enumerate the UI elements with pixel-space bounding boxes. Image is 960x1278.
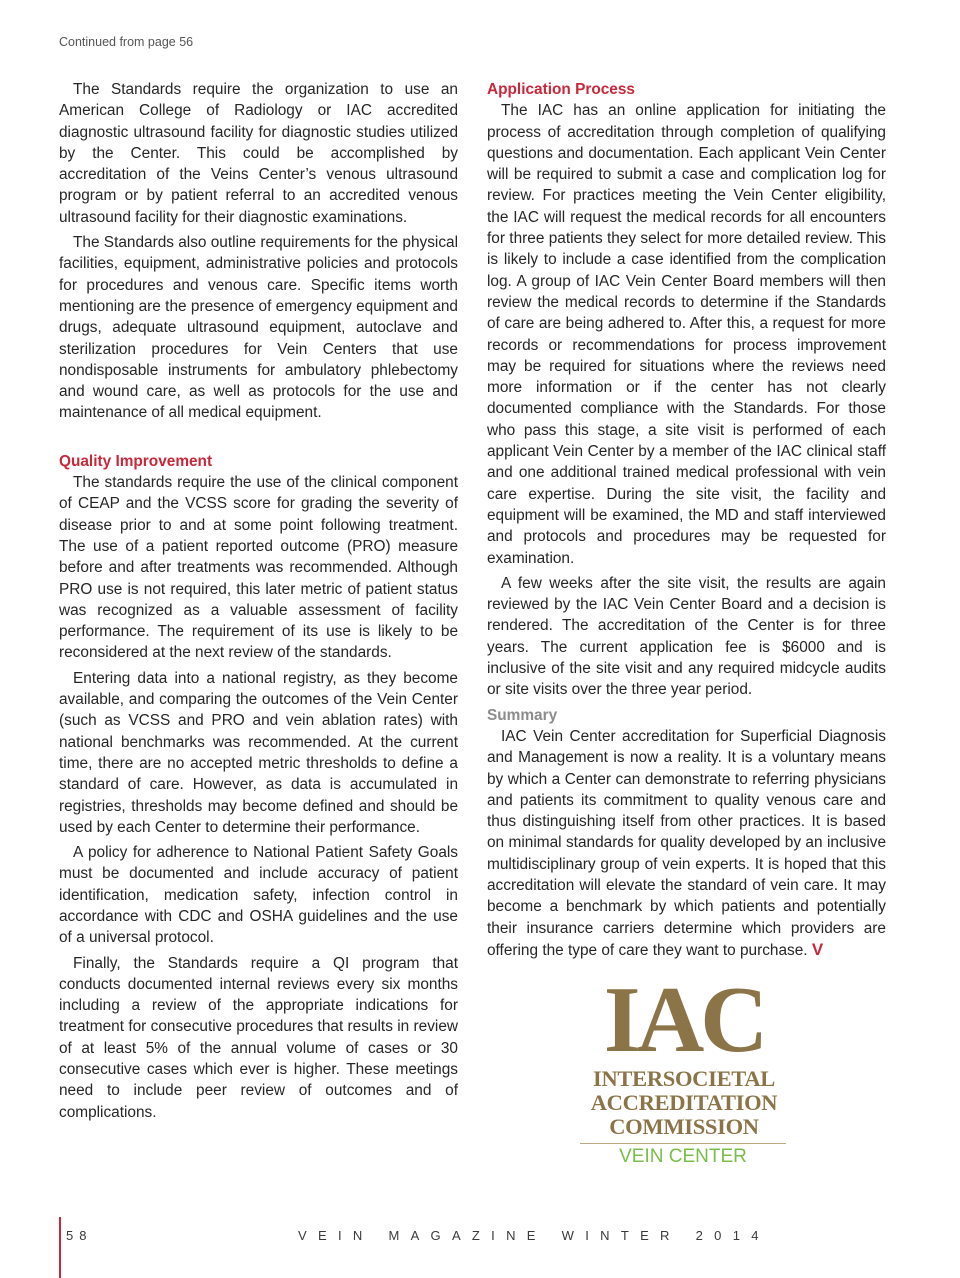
paragraph: The standards require the use of the clinical component of CEAP and the VCSS score for grading the severity of disease prior to and at some point following treatment. The use of a patient reported outcome (PRO) measure before and after treatments was recommended. Although PRO use is not required, this later metric of patient status was recognized as a valuable assessment of facility performance. The requirement of its use is likely to be reconsidered at the next review of the standards. [59,474,458,662]
section-heading-quality-improvement: Quality Improvement [59,452,213,470]
paragraph: Finally, the Standards require a QI program that conducts documented internal reviews every six months including a review of the appropriate indications for treatment for consecutive procedures that results in review of at least 5% of the annual volume of cases or 30 consecutive cases which ever is higher. These meetings need to include peer review of outcomes and of complications. [59,954,458,1121]
footer-magazine-title: VEIN MAGAZINE WINTER 2014 [298,1228,770,1243]
section-heading-application-process: Application Process [487,81,635,98]
end-of-article-mark: V [811,939,824,959]
paragraph: The IAC has an online application for initiating the process of accreditation through completion of qualifying questions and documentation. Each applicant Vein Center will be required to submit a case and complication log for review. For practices meeting the Vein Center eligibility, the IAC will request the medical records for all encounters for three patients they select for more detailed review. This is likely to include a case identified from the complication log. A group of IAC Vein Center Board members will then review the medical records to determine if the Standards of care are being adhered to. After this, a request for more records or recommendations for process improvement may be required for situations where the reviews need more information or if the center has not clearly documented compliance with the Standards. For those who pass this stage, a site visit is performed of each applicant Vein Center by a member of the IAC clinical staff and one additional trained medical professional with vein care expertise. During the site visit, the facility and equipment will be examined, the MD and staff interviewed and protocols and procedures may be requested for examination. [487,102,886,567]
page-number: 58 [66,1228,93,1243]
footer-accent-bar [59,1217,61,1278]
paragraph: Entering data into a national registry, as they become available, and comparing the outcomes of the Vein Center (such as VCSS and PRO and vein ablation rates) with national benchmarks was recommended. At the current time, there are no accepted metric thresholds to define a standard of care. However, as data is accumulated in registries, thresholds may become defined and should be used by each Center to determine their performance. [59,669,458,836]
paragraph: The Standards require the organization to use an American College of Radiology or IAC accredited diagnostic ultrasound facility for diagnostic studies utilized by the Center. This could be accomplished by accreditation of the Veins Center’s venous ultrasound program or by patient referral to an accredited venous ultrasound facility for their diagnostic examinations. [59,81,458,226]
logo-line-3: COMMISSION [609,1114,759,1139]
iac-logo [580,968,786,1170]
logo-letters: IAC [603,968,765,1072]
summary-text: IAC Vein Center accreditation for Superficial Diagnosis and Management is now a reality. It is a voluntary means by which a Center can demonstrate to referring physicians and patients its commitment to quality venous care and thus distinguishing itself from other practices. It is based on minimal standards for quality developed by an inclusive multidisciplinary group of vein experts. It is hoped that this accreditation will elevate the standard of vein care. It may become a benchmark by which patients and potentially their insurance carriers determine which providers are offering the type of care they want to purchase. [487,727,886,959]
paragraph: A policy for adherence to National Patient Safety Goals must be documented and include accuracy of patient identification, medication safety, infection control in accordance with CDC and OSHA guidelines and the use of a universal protocol. [59,844,458,947]
paragraph: The Standards also outline requirements for the physical facilities, equipment, administrative policies and protocols for procedures and venous care. Specific items worth mentioning are the presence of emergency equipment and drugs, adequate ultrasound equipment, autoclave and sterilization procedures for Vein Centers that use nondisposable instruments for ambulatory phlebectomy and wound care, as well as protocols for the use and maintenance of all medical equipment. [59,234,458,422]
continued-from-label: Continued from page 56 [59,35,194,49]
logo-line-1: INTERSOCIETAL [593,1066,775,1091]
section-heading-summary: Summary [487,706,558,724]
paragraph: A few weeks after the site visit, the results are again reviewed by the IAC Vein Center Board and a decision is rendered. The accreditation of the Center is for three years. The current application fee is $6000 and is inclusive of the site visit and any required midcycle audits or site visits over the three year period. [487,574,886,699]
right-column [487,79,886,965]
paragraph-summary [487,726,886,961]
logo-line-2: ACCREDITATION [590,1090,778,1115]
logo-subtitle: VEIN CENTER [619,1146,747,1167]
logo-divider [580,1143,786,1144]
left-column [59,79,458,1127]
